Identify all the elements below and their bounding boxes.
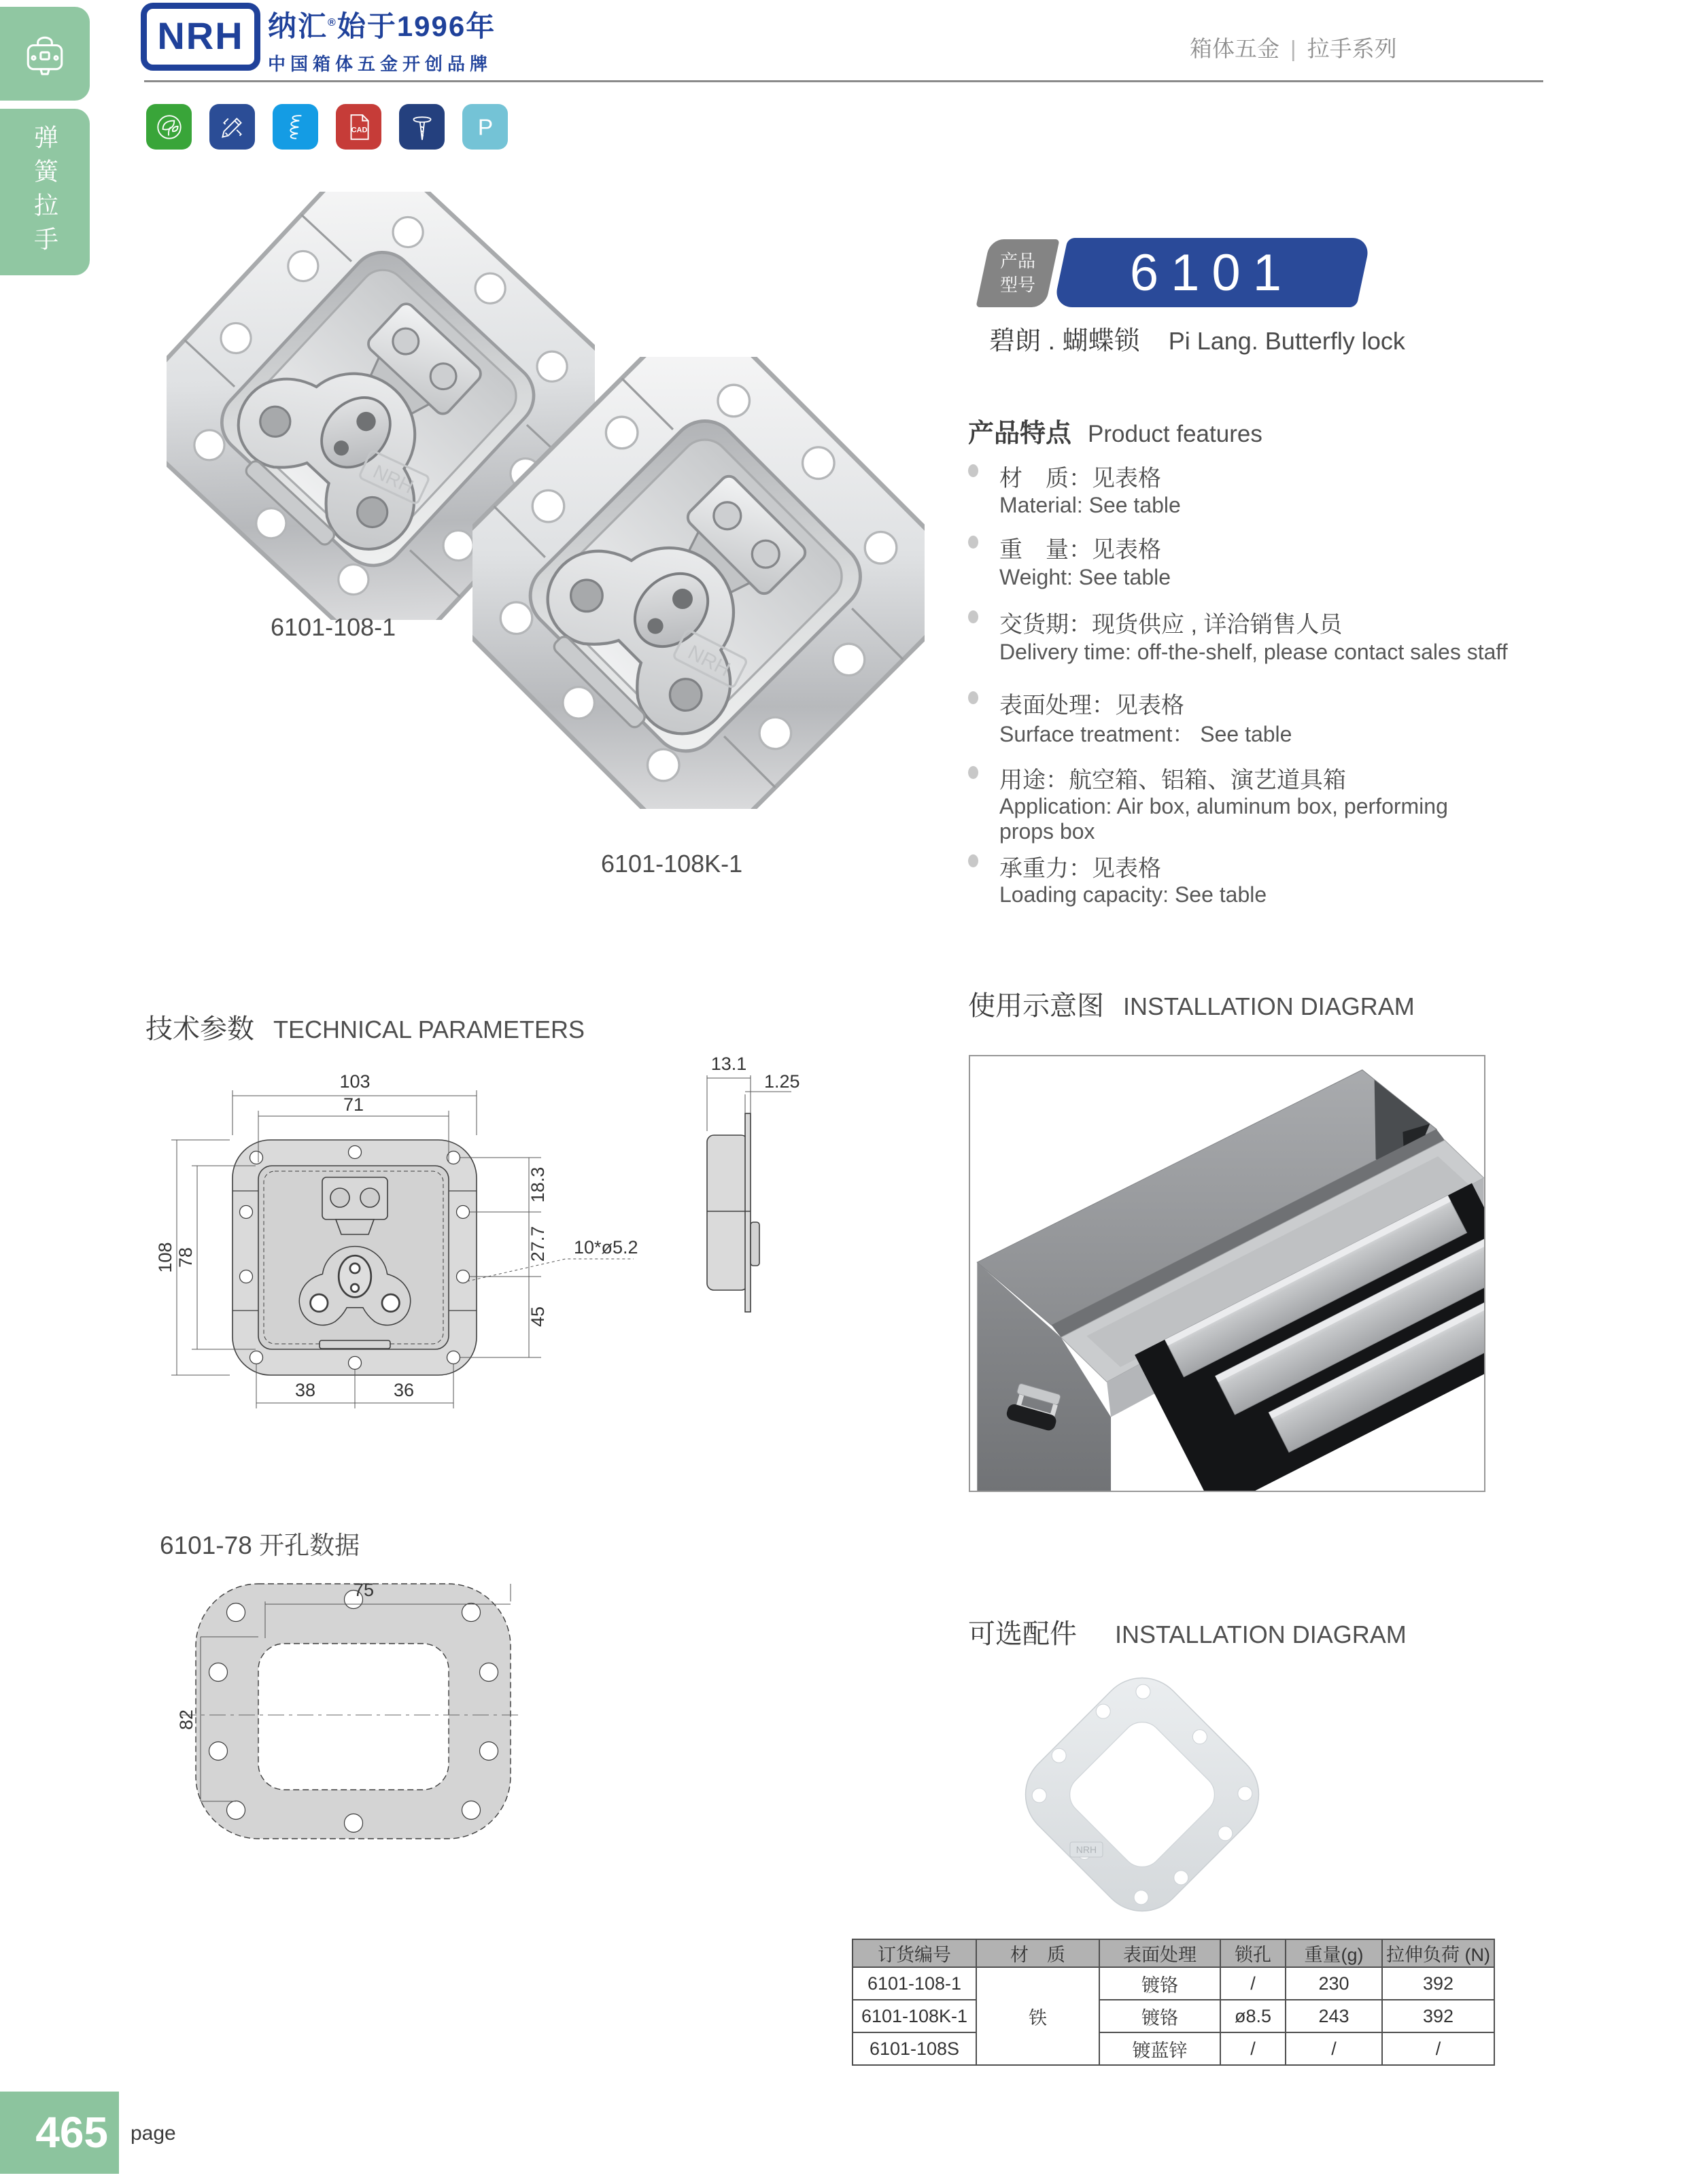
spring-icon (273, 104, 318, 150)
product-name (989, 319, 1405, 357)
header-divider (144, 80, 1543, 82)
p-icon-label: P (477, 115, 493, 140)
toolbox-photo (969, 1055, 1485, 1492)
dim-75: 75 (353, 1580, 375, 1600)
gasket-accessory-image (986, 1659, 1298, 1930)
spec-table (852, 1939, 1495, 2066)
nrh-stamp: NRH (1076, 1844, 1097, 1856)
table-row (853, 2032, 1494, 2065)
table-header-row (853, 1939, 1494, 1967)
feature-item-en: Loading capacity: See table (999, 882, 1267, 907)
bullet-dot (968, 854, 978, 867)
page-number-block (0, 2092, 119, 2174)
model-number: 6101 (1130, 243, 1294, 302)
cell-weight: 243 (1286, 2000, 1382, 2032)
page-label: page (131, 2122, 176, 2145)
col-surface: 表面处理 (1099, 1939, 1220, 1967)
cell-code: 6101-108S (853, 2032, 976, 2065)
product-name-zh: 碧朗 . 蝴蝶锁 (989, 327, 1140, 356)
feature-item: 交货期：现货供应 , 详洽销售人员 (999, 606, 1342, 639)
feature-item-en: Material: See table (999, 493, 1181, 517)
feature-item-en2: props box (999, 819, 1095, 844)
bullet-dot (968, 691, 978, 704)
sidebar-tab-label: 弹簧拉手 (31, 124, 59, 260)
cell-lock: / (1220, 2032, 1286, 2065)
dim-103: 103 (339, 1071, 371, 1092)
feature-item: 表面处理：见表格 (999, 687, 1184, 720)
col-load: 拉伸负荷 (N) (1382, 1939, 1494, 1967)
dim-71: 71 (343, 1094, 364, 1115)
dim-38: 38 (294, 1380, 316, 1400)
col-order-code: 订货编号 (853, 1939, 976, 1967)
certification-icon-row (146, 104, 508, 150)
dim-18-3: 18.3 (528, 1166, 548, 1203)
product-name-en: Pi Lang. Butterfly lock (1168, 327, 1405, 355)
product-photo-2-label: 6101-108K-1 (601, 850, 743, 878)
dim-36: 36 (393, 1380, 415, 1400)
brand-block (268, 4, 496, 75)
feature-item: 重 量：见表格 (999, 531, 1161, 564)
brand-line2: 中国箱体五金开创品牌 (268, 54, 493, 74)
cell-code: 6101-108-1 (853, 1967, 976, 2000)
feature-item-en: Weight: See table (999, 565, 1171, 589)
installation-header: 使用示意图 INSTALLATION DIAGRAM (968, 991, 1415, 1021)
cutout-drawing (160, 1557, 540, 1869)
sidebar-tab-spring-handle[interactable] (0, 109, 90, 275)
breadcrumb-separator: | (1290, 36, 1296, 61)
cutout-title: 6101-78 开孔数据 (160, 1531, 360, 1559)
technical-drawing (144, 1047, 831, 1438)
cell-weight: 230 (1286, 1967, 1382, 2000)
col-lockhole: 锁孔 (1220, 1939, 1286, 1967)
page-number: 465 (35, 2108, 108, 2157)
features-title: 产品特点 Product features (968, 419, 1262, 448)
table-row (853, 2000, 1494, 2032)
p-icon (462, 104, 508, 150)
cell-surface: 镀铬 (1099, 2000, 1220, 2032)
sidebar-category-tab[interactable] (0, 7, 90, 101)
dim-13-1: 13.1 (710, 1054, 747, 1074)
bullet-dot (968, 766, 978, 779)
dim-1-25: 1.25 (764, 1071, 800, 1092)
product-photo-2 (472, 357, 925, 809)
bullet-dot (968, 610, 978, 623)
product-features (968, 408, 1564, 938)
dim-82: 82 (176, 1709, 196, 1731)
breadcrumb-series: 拉手系列 (1307, 36, 1397, 61)
dim-holes: 10*ø5.2 (574, 1237, 638, 1258)
table-row (853, 1967, 1494, 2000)
feature-item: 用途：航空箱、铝箱、演艺道具箱 (999, 761, 1346, 795)
bullet-dot (968, 464, 978, 477)
feature-item: 材 质：见表格 (999, 460, 1161, 493)
cell-load: 392 (1382, 1967, 1494, 2000)
cell-lock: ø8.5 (1220, 2000, 1286, 2032)
tech-params-header: 技术参数 TECHNICAL PARAMETERS (145, 1014, 585, 1044)
cell-code: 6101-108K-1 (853, 2000, 976, 2032)
dim-27-7: 27.7 (528, 1226, 548, 1262)
nrh-logo-text: NRH (157, 14, 244, 57)
breadcrumb-category: 箱体五金 (1190, 36, 1279, 61)
nrh-logo (141, 3, 260, 71)
design-tools-icon (209, 104, 255, 150)
dim-78: 78 (175, 1247, 196, 1268)
col-weight: 重量(g) (1286, 1939, 1382, 1967)
breadcrumb (1190, 31, 1397, 63)
eco-leaf-icon (146, 104, 192, 150)
cell-lock: / (1220, 1967, 1286, 2000)
registered-mark: ® (328, 17, 337, 29)
dim-45: 45 (528, 1306, 548, 1328)
cell-material: 铁 (976, 1967, 1099, 2065)
model-badge-line1: 产品 (999, 250, 1035, 271)
cell-load: / (1382, 2032, 1494, 2065)
product-photo-1-label: 6101-108-1 (271, 613, 396, 641)
cell-surface: 镀蓝锌 (1099, 2032, 1220, 2065)
col-material: 材 质 (976, 1939, 1099, 1967)
brand-line1: 纳汇®始于1996年 (268, 10, 496, 42)
cad-icon-label: CAD (351, 125, 367, 134)
latch-icon (22, 31, 67, 76)
nail-icon (399, 104, 445, 150)
cad-file-icon (336, 104, 381, 150)
model-banner (1053, 238, 1371, 307)
cell-weight: / (1286, 2032, 1382, 2065)
cell-load: 392 (1382, 2000, 1494, 2032)
feature-item-en: Delivery time: off-the-shelf, please contact sales staff (999, 640, 1508, 664)
feature-item-en: Surface treatment： See table (999, 722, 1292, 746)
dim-108: 108 (155, 1242, 175, 1273)
accessories-header: 可选配件 INSTALLATION DIAGRAM (968, 1619, 1407, 1649)
cell-surface: 镀铬 (1099, 1967, 1220, 2000)
bullet-dot (968, 536, 978, 549)
model-badge-line2: 型号 (999, 275, 1035, 295)
feature-item: 承重力：见表格 (999, 850, 1161, 883)
feature-item-en: Application: Air box, aluminum box, performing (999, 794, 1448, 818)
model-badge (976, 239, 1059, 307)
